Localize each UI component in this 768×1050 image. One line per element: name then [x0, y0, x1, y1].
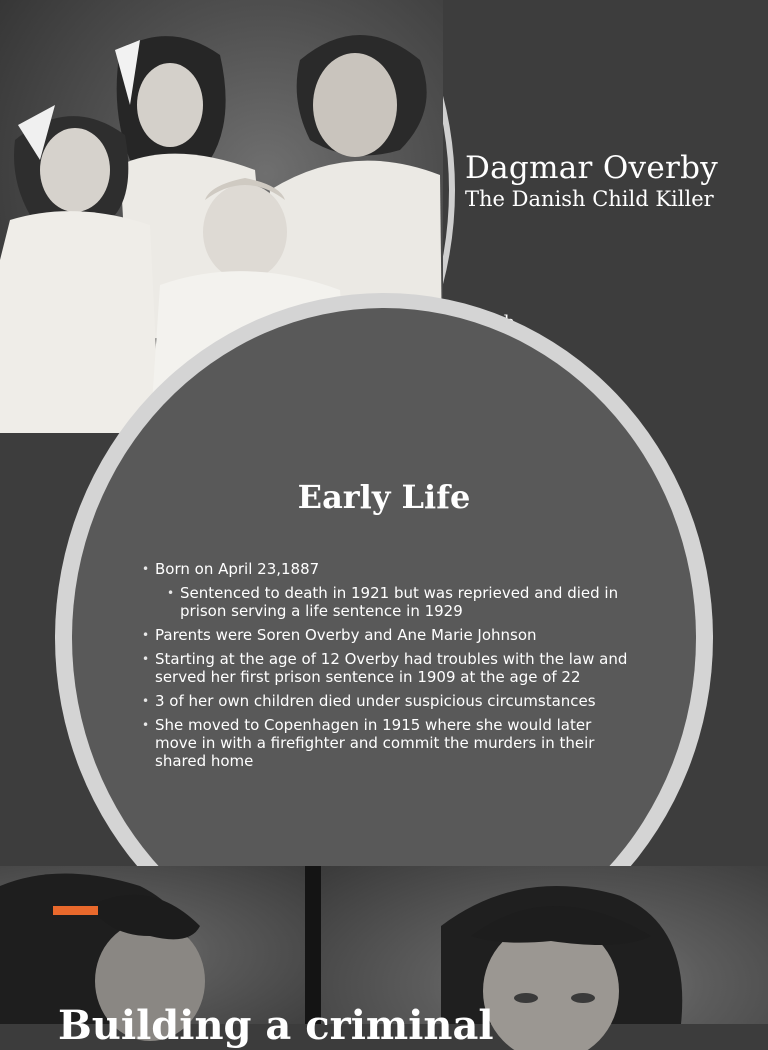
- presentation-subtitle: The Danish Child Killer: [465, 187, 714, 211]
- portrait-icon: [0, 866, 305, 1024]
- slide-heading: Early Life: [297, 478, 471, 516]
- portrait-icon: [321, 866, 768, 1024]
- list-item: • 3 of her own children died under suspicious circumstances: [140, 692, 630, 710]
- slide-heading: Building a criminal: [58, 1002, 494, 1049]
- criminal-slide: [0, 866, 768, 1049]
- early-life-slide: [0, 433, 768, 866]
- presentation-title: Dagmar Overby: [465, 150, 719, 186]
- bullet-list: [140, 560, 630, 776]
- list-item: • Starting at the age of 12 Overby had troubles with the law and served her first prison sentence in 1909 at the age of 22: [140, 650, 630, 686]
- list-item: • Parents were Soren Overby and Ane Marie Johnson: [140, 626, 630, 644]
- accent-bar: [53, 906, 98, 915]
- list-item: • Sentenced to death in 1921 but was reprieved and died in prison serving a life sentence in 1929: [165, 584, 630, 620]
- list-item: • Born on April 23,1887: [140, 560, 630, 578]
- mugshot-left: [0, 866, 305, 1024]
- list-item: • She moved to Copenhagen in 1915 where she would later move in with a firefighter and commit the murders in their shared home: [140, 716, 630, 770]
- mugshot-right: [321, 866, 768, 1024]
- photo-divider: [305, 866, 321, 1024]
